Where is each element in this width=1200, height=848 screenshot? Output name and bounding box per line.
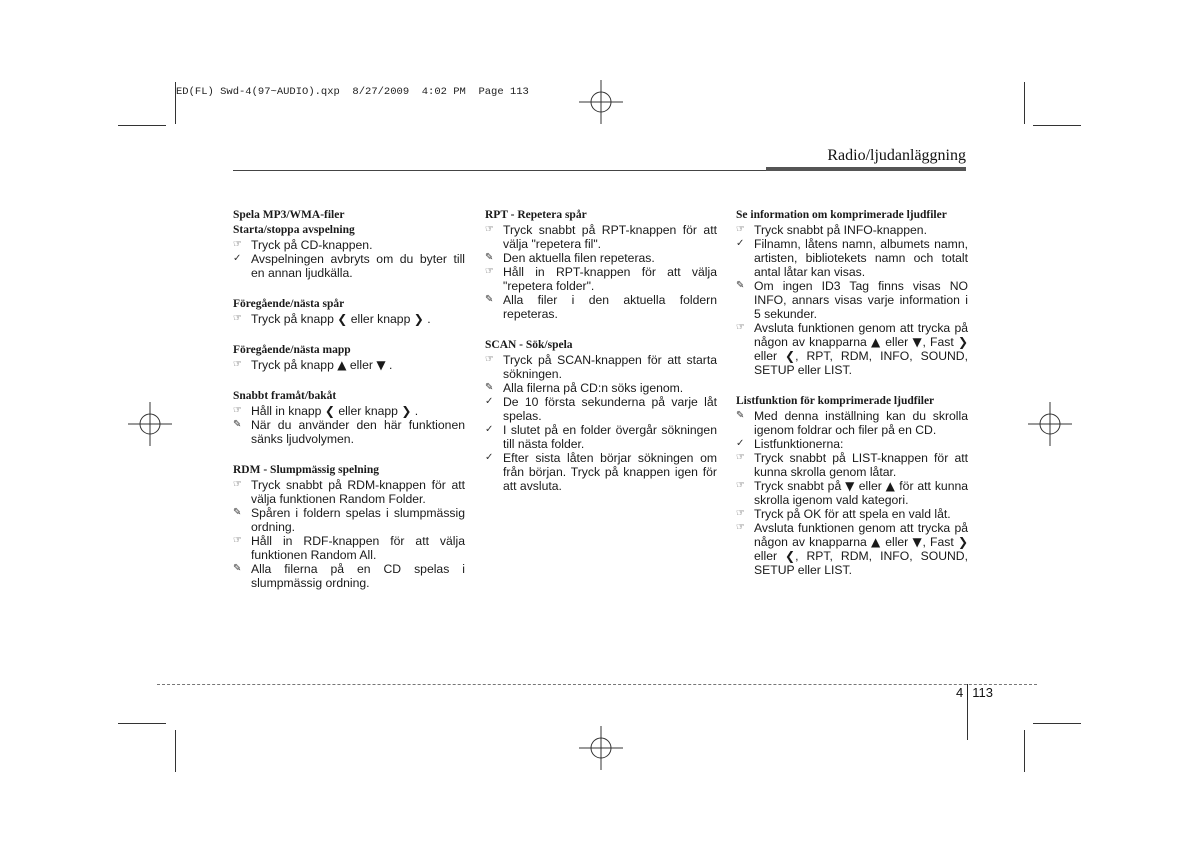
chevron-right-icon: ❯ bbox=[957, 535, 969, 549]
crop-mark bbox=[1033, 723, 1081, 724]
section-title: Radio/ljudanläggning bbox=[827, 147, 966, 164]
registration-mark-icon bbox=[126, 400, 174, 448]
crop-mark bbox=[967, 700, 968, 740]
press-icon: ☞ bbox=[233, 405, 242, 416]
list-item: ☞ Håll in RPT-knappen för att välja "repetera folder". bbox=[485, 265, 717, 293]
note-icon: ✎ bbox=[485, 382, 494, 393]
chevron-left-icon: ❮ bbox=[785, 549, 796, 563]
chevron-right-icon: ❯ bbox=[413, 312, 424, 326]
crop-mark bbox=[1033, 125, 1081, 126]
column-right bbox=[736, 208, 968, 577]
triangle-up-icon: ▲ bbox=[870, 335, 881, 349]
note-icon: ✎ bbox=[736, 410, 745, 421]
press-icon: ☞ bbox=[736, 322, 745, 333]
list-item: ✎ Om ingen ID3 Tag finns visas NO INFO, annars visas varje information i 5 sekunder. bbox=[736, 279, 968, 321]
heading-random-play: RDM - Slumpmässig spelning bbox=[233, 464, 380, 476]
title-bar bbox=[766, 167, 966, 171]
triangle-down-icon: ▼ bbox=[845, 479, 855, 493]
list-item: ☞ Tryck snabbt på RPT-knappen för att välja "repetera fil". bbox=[485, 223, 717, 251]
note-icon: ✎ bbox=[233, 507, 242, 518]
crop-mark bbox=[118, 723, 166, 724]
press-icon: ☞ bbox=[485, 354, 494, 365]
registration-mark-icon bbox=[577, 724, 625, 772]
list-item: ☞ Tryck snabbt på LIST-knappen för att kunna skrolla genom låtar. bbox=[736, 451, 968, 479]
heading-prev-next-track: Föregående/nästa spår bbox=[233, 298, 345, 310]
list-item: ✓ Filnamn, låtens namn, albumets namn, artisten, bibliotekets namn och totalt antal låtar kan visas. bbox=[736, 237, 968, 279]
heading-fast-forward-rewind: Snabbt framåt/bakåt bbox=[233, 390, 337, 402]
list-item: ✓ De 10 första sekunderna på varje låt spelas. bbox=[485, 395, 717, 423]
crop-mark bbox=[1024, 82, 1025, 124]
triangle-down-icon: ▼ bbox=[376, 358, 386, 372]
note-icon: ✎ bbox=[233, 419, 242, 430]
press-icon: ☞ bbox=[485, 224, 494, 235]
crop-mark bbox=[118, 125, 166, 126]
chevron-left-icon: ❮ bbox=[785, 349, 796, 363]
list-item: ☞ Tryck på knapp ❮ eller knapp ❯ . bbox=[233, 312, 431, 326]
check-icon: ✓ bbox=[485, 396, 494, 407]
page-number bbox=[956, 684, 993, 700]
registration-mark-icon bbox=[577, 78, 625, 126]
list-item: ☞ Håll in RDF-knappen för att välja funktionen Random All. bbox=[233, 534, 465, 562]
list-item: ✓ Efter sista låten börjar sökningen om från början. Tryck på knappen igen för att avsluta. bbox=[485, 451, 717, 493]
note-icon: ✎ bbox=[485, 294, 494, 305]
heading-prev-next-folder: Föregående/nästa mapp bbox=[233, 344, 351, 356]
press-icon: ☞ bbox=[233, 359, 242, 370]
list-item: ✎ Alla filerna på en CD spelas i slumpmässig ordning. bbox=[233, 562, 465, 590]
list-item: ☞ Tryck snabbt på ▼ eller ▲ för att kunna skrolla igenom vald kategori. bbox=[736, 479, 969, 507]
press-icon: ☞ bbox=[233, 535, 242, 546]
triangle-down-icon: ▼ bbox=[912, 335, 923, 349]
triangle-up-icon: ▲ bbox=[870, 535, 881, 549]
chevron-right-icon: ❯ bbox=[957, 335, 969, 349]
press-icon: ☞ bbox=[736, 452, 745, 463]
page-number-divider bbox=[967, 684, 968, 700]
list-item: ☞ Tryck på SCAN-knappen för att starta sökningen. bbox=[485, 353, 717, 381]
list-item: ☞ Tryck på OK för att spela en vald låt. bbox=[736, 507, 951, 521]
list-item: ☞ Avsluta funktionen genom att trycka på någon av knapparna ▲ eller ▼, Fast ❯ eller ❮, RPT, RDM, INFO, SOUND, SETUP eller LIST. bbox=[736, 321, 969, 377]
list-item: ✎ Med denna inställning kan du skrolla igenom foldrar och filer på en CD. bbox=[736, 409, 968, 437]
check-icon: ✓ bbox=[233, 253, 242, 264]
press-icon: ☞ bbox=[736, 480, 745, 491]
heading-scan: SCAN - Sök/spela bbox=[485, 339, 573, 351]
press-icon: ☞ bbox=[233, 313, 242, 324]
chevron-left-icon: ❮ bbox=[324, 404, 335, 418]
list-item: ✓ I slutet på en folder övergår sökningen till nästa folder. bbox=[485, 423, 717, 451]
column-middle bbox=[485, 208, 717, 493]
note-icon: ✎ bbox=[233, 563, 242, 574]
list-item: ☞ Tryck snabbt på INFO-knappen. bbox=[736, 223, 927, 237]
list-item: ✎ Den aktuella filen repeteras. bbox=[485, 251, 655, 265]
registration-mark-icon bbox=[1026, 400, 1074, 448]
note-icon: ✎ bbox=[485, 252, 494, 263]
check-icon: ✓ bbox=[485, 452, 494, 463]
crop-mark bbox=[175, 730, 176, 772]
list-item: ✓ Listfunktionerna: bbox=[736, 437, 844, 451]
footer-rule bbox=[157, 684, 1037, 685]
heading-play-mp3: Spela MP3/WMA-filer bbox=[233, 209, 345, 221]
list-item: ✎ När du använder den här funktionen sänks ljudvolymen. bbox=[233, 418, 465, 446]
heading-file-info: Se information om komprimerade ljudfiler bbox=[736, 209, 947, 221]
check-icon: ✓ bbox=[736, 438, 745, 449]
heading-repeat: RPT - Repetera spår bbox=[485, 209, 587, 221]
press-icon: ☞ bbox=[736, 508, 745, 519]
triangle-up-icon: ▲ bbox=[885, 479, 896, 493]
check-icon: ✓ bbox=[485, 424, 494, 435]
chapter-number: 4 bbox=[956, 685, 964, 700]
list-item: ✎ Alla filer i den aktuella foldern repeteras. bbox=[485, 293, 717, 321]
chevron-left-icon: ❮ bbox=[337, 312, 348, 326]
chevron-right-icon: ❯ bbox=[401, 404, 412, 418]
note-icon: ✎ bbox=[736, 280, 745, 291]
list-item: ☞ Tryck snabbt på RDM-knappen för att välja funktionen Random Folder. bbox=[233, 478, 465, 506]
list-item: ☞ Håll in knapp ❮ eller knapp ❯ . bbox=[233, 404, 419, 418]
heading-list-function: Listfunktion för komprimerade ljudfiler bbox=[736, 395, 935, 407]
press-icon: ☞ bbox=[485, 266, 494, 277]
press-icon: ☞ bbox=[233, 479, 242, 490]
heading-start-stop: Starta/stoppa avspelning bbox=[233, 224, 355, 236]
check-icon: ✓ bbox=[736, 238, 745, 249]
press-icon: ☞ bbox=[736, 522, 745, 533]
press-icon: ☞ bbox=[233, 239, 242, 250]
print-slug: ED(FL) Swd-4(97~AUDIO).qxp 8/27/2009 4:02 PM Page 113 bbox=[176, 86, 529, 98]
column-left bbox=[233, 208, 465, 590]
list-item: ✓ Avspelningen avbryts om du byter till en annan ljudkälla. bbox=[233, 252, 465, 280]
list-item: ✎ Spåren i foldern spelas i slumpmässig ordning. bbox=[233, 506, 465, 534]
triangle-down-icon: ▼ bbox=[912, 535, 923, 549]
list-item: ✎ Alla filerna på CD:n söks igenom. bbox=[485, 381, 684, 395]
press-icon: ☞ bbox=[736, 224, 745, 235]
crop-mark bbox=[1024, 730, 1025, 772]
triangle-up-icon: ▲ bbox=[337, 358, 347, 372]
list-item: ☞ Avsluta funktionen genom att trycka på någon av knapparna ▲ eller ▼, Fast ❯ eller ❮, RPT, RDM, INFO, SOUND, SETUP eller LIST. bbox=[736, 521, 969, 577]
page-number-value: 113 bbox=[972, 685, 993, 700]
list-item: ☞ Tryck på knapp ▲ eller ▼ . bbox=[233, 358, 393, 372]
list-item: ☞ Tryck på CD-knappen. bbox=[233, 238, 373, 252]
